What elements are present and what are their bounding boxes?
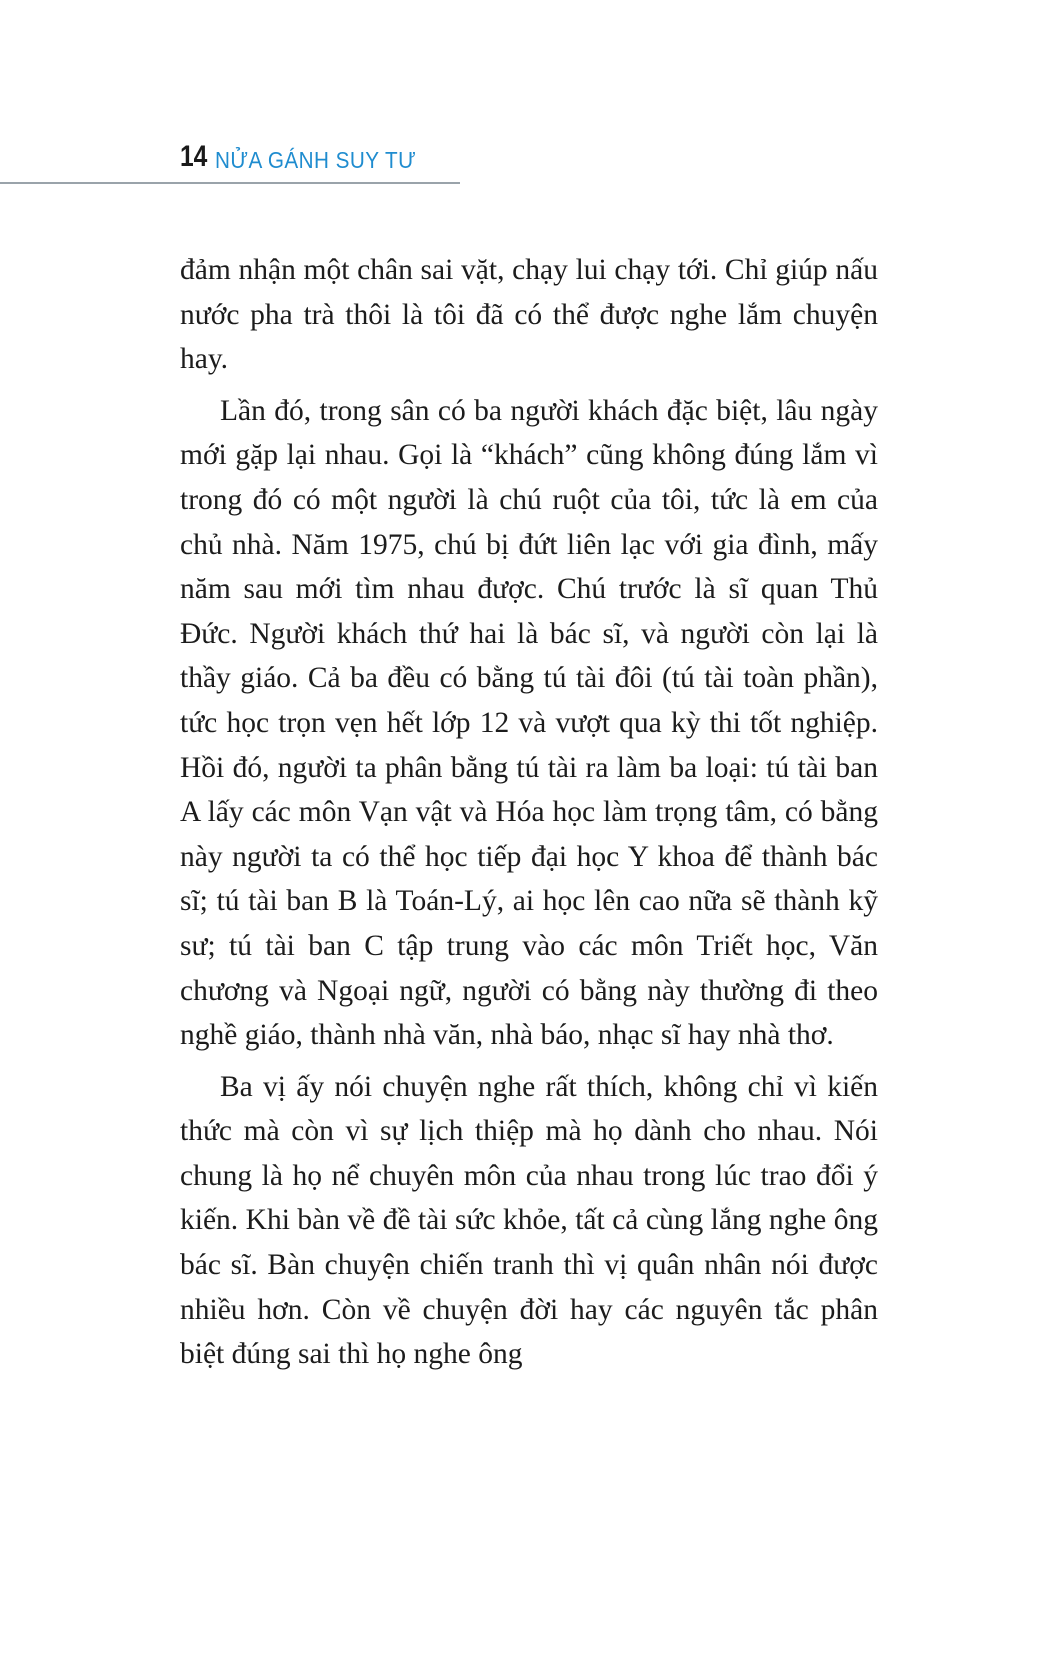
paragraph: Lần đó, trong sân có ba người khách đặc biệt, lâu ngày mới gặp lại nhau. Gọi là “khách” cũng không đúng lắm vì trong đó có một người là chú ruột của tôi, tức là em của chủ nhà. Năm 1975, chú bị đứt liên lạc với gia đình, mấy năm sau mới tìm nhau được. Chú trước là sĩ quan Thủ Đức. Người khách thứ hai là bác sĩ, và người còn lại là thầy giáo. Cả ba đều có bằng tú tài đôi (tú tài toàn phần), tức học trọn vẹn hết lớp 12 và vượt qua kỳ thi tốt nghiệp. Hồi đó, người ta phân bằng tú tài ra làm ba loại: tú tài ban A lấy các môn Vạn vật và Hóa học làm trọng tâm, có bằng này người ta có thể học tiếp đại học Y khoa để thành bác sĩ; tú tài ban B là Toán-Lý, ai học lên cao nữa sẽ thành kỹ sư; tú tài ban C tập trung vào các môn Triết học, Văn chương và Ngoại ngữ, người có bằng này thường đi theo nghề giáo, thành nhà văn, nhà báo, nhạc sĩ hay nhà thơ.	[180, 394, 878, 1052]
paragraph: Ba vị ấy nói chuyện nghe rất thích, không chỉ vì kiến thức mà còn vì sự lịch thiệp mà họ dành cho nhau. Nói chung là họ nể chuyên môn của nhau trong lúc trao đổi ý kiến. Khi bàn về đề tài sức khỏe, tất cả cùng lắng nghe ông bác sĩ. Bàn chuyện chiến tranh thì vị quân nhân nói được nhiều hơn. Còn về chuyện đời hay các nguyên tắc phân biệt đúng sai thì họ nghe ông	[180, 1070, 878, 1371]
book-title: NỬA GÁNH SUY TƯ	[215, 147, 417, 173]
body-text	[180, 248, 878, 1377]
paragraph-continuation: đảm nhận một chân sai vặt, chạy lui chạy tới. Chỉ giúp nấu nước pha trà thôi là tôi đã có thể được nghe lắm chuyện hay.	[180, 254, 878, 376]
running-header	[0, 136, 460, 184]
page-number: 14	[180, 140, 208, 173]
